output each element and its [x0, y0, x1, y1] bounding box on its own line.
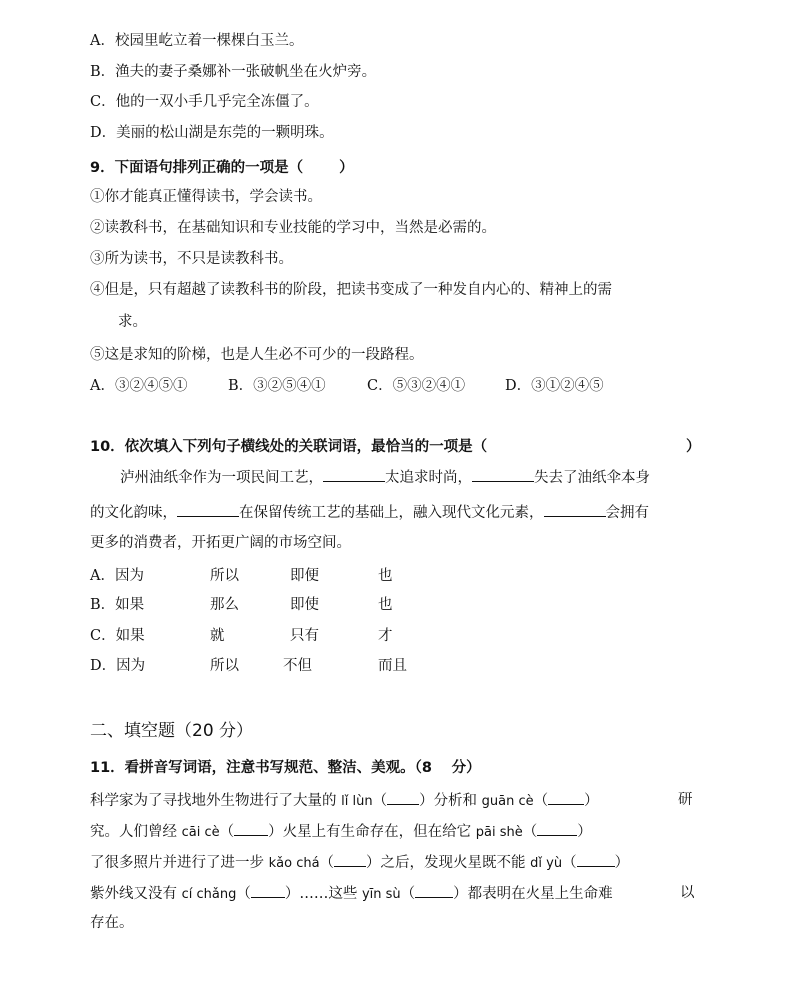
q9-option-a: A．③②④⑤①	[90, 378, 188, 394]
answer-blank-2[interactable]	[548, 790, 584, 805]
q10-option-b-w4: 也	[378, 597, 393, 613]
q10-option-a-w4: 也	[378, 568, 393, 584]
q10-option-d-w4: 而且	[378, 658, 407, 674]
pinyin-kao-cha: kǎo chá	[268, 856, 320, 871]
q11-text-4a: 紫外线又没有	[90, 886, 177, 902]
q10-option-d-w3: 不但	[283, 658, 312, 674]
q11-line-2	[90, 821, 592, 843]
q11-text-4d: 以	[680, 885, 695, 901]
q10-p2c: 会拥有	[605, 505, 649, 521]
q8-option-d: D．美丽的松山湖是东莞的一颗明珠。	[90, 125, 334, 141]
pinyin-cai-ce: cāi cè	[181, 825, 220, 840]
q10-option-d-label: D．因为	[90, 658, 146, 674]
q8-option-a: A．校园里屹立着一棵棵白玉兰。	[90, 33, 304, 49]
q11-text-2b: 火星上有生命存在，但在给它	[282, 824, 472, 840]
paren-open: （	[236, 886, 251, 902]
q10-p2b: 在保留传统工艺的基础上，融入现代文化元素，	[239, 505, 544, 521]
q9-option-d: D．③①②④⑤	[505, 378, 604, 394]
q9-title	[90, 158, 354, 178]
q9-sentence-3: ③所为读书，不只是读教科书。	[90, 251, 293, 267]
pinyin-di-yu: dǐ yù	[530, 856, 563, 871]
paren-close: ）	[268, 824, 283, 840]
answer-blank-3[interactable]	[234, 821, 268, 836]
answer-blank-8[interactable]	[415, 883, 453, 898]
pinyin-yin-su: yīn sù	[361, 887, 401, 902]
q10-blank-4	[544, 502, 606, 517]
answer-blank-7[interactable]	[251, 883, 285, 898]
pinyin-guan-ce: guān cè	[481, 794, 534, 809]
q10-option-a-label: A．因为	[90, 568, 144, 584]
q10-option-a-w2: 所以	[210, 568, 239, 584]
q10-blank-3	[177, 502, 239, 517]
q10-blank-1	[323, 467, 385, 482]
pinyin-ci-chang: cí chǎng	[181, 887, 237, 902]
q10-passage-line-2	[90, 502, 649, 523]
q11-line-5: 存在。	[90, 915, 134, 931]
section-2-title: 二、填空题（20 分）	[90, 721, 254, 741]
q11-text-4c: 都表明在火星上生命难	[467, 886, 613, 902]
q10-option-c-w4: 才	[378, 628, 393, 644]
q10-option-c-w2: 就	[210, 628, 225, 644]
paren-open: （	[533, 793, 549, 809]
q11-line-4	[90, 883, 613, 905]
answer-blank-6[interactable]	[577, 852, 615, 867]
q11-text-1c: 研	[678, 792, 693, 808]
paren-open: （	[219, 824, 235, 840]
q8-option-b: B．渔夫的妻子桑娜补一张破帆坐在火炉旁。	[90, 64, 377, 80]
q11-text-3a: 了很多照片并进行了进一步	[90, 855, 264, 871]
paren-open: （	[400, 886, 416, 902]
q10-option-b-w2: 那么	[210, 597, 239, 613]
q9-sentence-1: ①你才能真正懂得读书，学会读书。	[90, 189, 322, 205]
q10-passage-line-1	[120, 467, 650, 488]
paren-close: ）	[584, 793, 599, 809]
q10-option-b-label: B．如果	[90, 597, 145, 613]
answer-blank-1[interactable]	[387, 790, 419, 805]
paren-close: ）	[419, 793, 434, 809]
paren-open: （	[522, 824, 538, 840]
q10-p1b: 太追求时尚，	[385, 470, 472, 486]
answer-blank-4[interactable]	[537, 821, 577, 836]
q11-line-1	[90, 790, 599, 812]
pinyin-pai-she: pāi shè	[475, 825, 523, 840]
q10-title: 10．依次填入下列句子横线处的关联词语，最恰当的一项是（	[90, 439, 488, 455]
q10-option-b-w3: 即使	[290, 597, 319, 613]
q10-option-c-label: C．如果	[90, 628, 145, 644]
q11-text-2a: 究。人们曾经	[90, 824, 177, 840]
q11-line-3	[90, 852, 629, 874]
paren-close: ）	[284, 886, 300, 902]
q10-p1c: 失去了油纸伞本身	[534, 470, 650, 486]
q10-title-close: ）	[686, 439, 701, 455]
q11-text-1b: 分析和	[433, 793, 478, 809]
q11-text-4b: ……这些	[299, 886, 358, 902]
answer-blank-5[interactable]	[334, 852, 366, 867]
pinyin-li-lun: lǐ lùn	[341, 794, 373, 809]
q9-sentence-2: ②读教科书，在基础知识和专业技能的学习中，当然是必需的。	[90, 220, 496, 236]
paren-close: ）	[577, 824, 592, 840]
q10-p2a: 的文化韵味，	[90, 505, 177, 521]
q9-sentence-5: ⑤这是求知的阶梯，也是人生必不可少的一段路程。	[90, 347, 424, 363]
q10-option-a-w3: 即便	[290, 568, 319, 584]
q9-option-b: B．③②⑤④①	[228, 378, 326, 394]
paren-close: ）	[614, 855, 630, 871]
q9-title-text: 9．下面语句排列正确的一项是（	[90, 160, 304, 176]
q11-text-3b: 之后，发现火星既不能	[380, 855, 526, 871]
q9-option-c: C．⑤③②④①	[367, 378, 466, 394]
q9-title-close: ）	[339, 160, 354, 176]
q9-sentence-4: ④但是，只有超越了读教科书的阶段，把读书变成了一种发自内心的、精神上的需	[90, 282, 612, 298]
q11-text-1a: 科学家为了寻找地外生物进行了大量的	[90, 793, 337, 809]
paren-close: ）	[453, 886, 468, 902]
q9-sentence-4-cont: 求。	[118, 314, 147, 330]
paren-close: ）	[366, 855, 381, 871]
q10-p1a: 泸州油纸伞作为一项民间工艺，	[120, 470, 323, 486]
paren-open: （	[372, 793, 388, 809]
paren-open: （	[562, 855, 577, 871]
q11-title: 11．看拼音写词语，注意书写规范、整洁、美观。（8 分）	[90, 760, 481, 776]
q10-option-c-w3: 只有	[290, 628, 319, 644]
q8-option-c: C．他的一双小手几乎完全冻僵了。	[90, 94, 319, 110]
paren-open: （	[319, 855, 335, 871]
q10-option-d-w2: 所以	[210, 658, 239, 674]
q10-blank-2	[472, 467, 534, 482]
q10-passage-line-3: 更多的消费者，开拓更广阔的市场空间。	[90, 535, 351, 551]
